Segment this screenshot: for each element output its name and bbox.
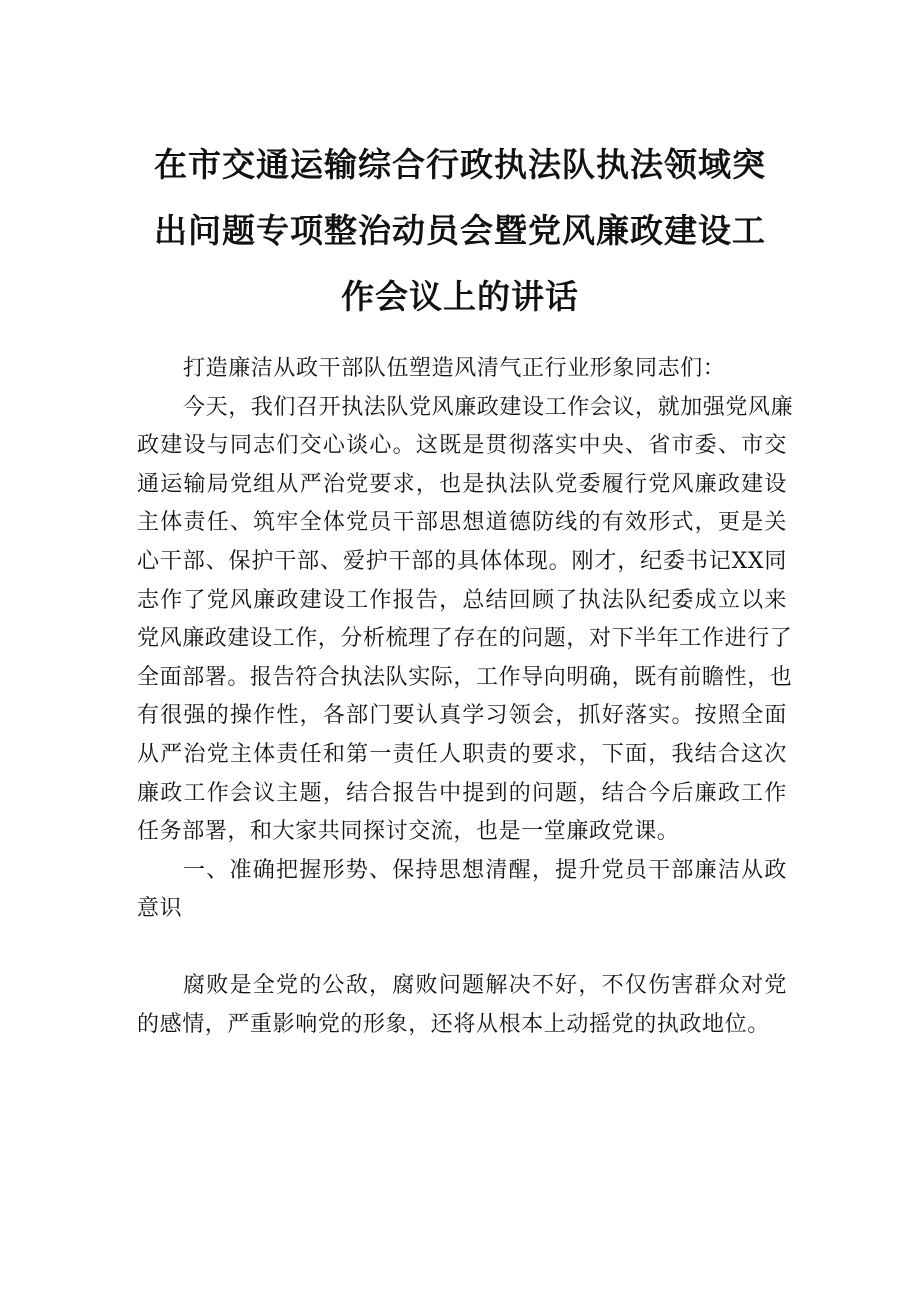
paragraph-line: 的感情，严重影响党的形象，还将从根本上动摇党的执政地位。 — [137, 1011, 770, 1037]
body-paragraph-1 — [137, 389, 794, 852]
heading-line: 意识 — [137, 896, 183, 922]
paragraph-line: 腐败是全党的公敌，腐败问题解决不好，不仅伤害群众对党 — [183, 972, 787, 998]
salutation-paragraph — [137, 350, 787, 389]
paragraph-line: 从严治党主体责任和第一责任人职责的要求，下面，我结合这次 — [137, 741, 787, 767]
paragraph-line: 廉政工作会议主题，结合报告中提到的问题，结合今后廉政工作 — [137, 780, 787, 806]
paragraph-line: 今天，我们召开执法队党风廉政建设工作会议，就加强党风廉 — [183, 394, 794, 420]
document-title — [130, 132, 790, 330]
paragraph-line: 心干部、保护干部、爱护干部的具体体现。刚才，纪委书记XX同 — [137, 548, 787, 574]
paragraph-line: 主体责任、筑牢全体党员干部思想道德防线的有效形式，更是关 — [137, 510, 787, 536]
document-body — [137, 350, 794, 1044]
title-line: 在市交通运输综合行政执法队执法领域突 — [154, 145, 766, 184]
salutation: 打造廉洁从政干部队伍塑造风清气正行业形象同志们： — [183, 356, 726, 381]
title-line: 出问题专项整治动员会暨党风廉政建设工 — [154, 211, 766, 250]
paragraph-line: 全面部署。报告符合执法队实际，工作导向明确，既有前瞻性，也 — [137, 664, 793, 690]
paragraph-line: 党风廉政建设工作，分析梳理了存在的问题，对下半年工作进行了 — [137, 626, 793, 652]
body-paragraph-2 — [137, 967, 787, 1044]
paragraph-line: 有很强的操作性，各部门要认真学习领会，抓好落实。按照全面 — [137, 703, 787, 729]
paragraph-spacer — [137, 929, 787, 967]
paragraph-line: 志作了党风廉政建设工作报告，总结回顾了执法队纪委成立以来 — [137, 587, 787, 613]
paragraph-line: 通运输局党组从严治党要求，也是执法队党委履行党风廉政建设 — [137, 471, 787, 497]
paragraph-line: 任务部署，和大家共同探讨交流，也是一堂廉政党课。 — [137, 819, 680, 845]
heading-line: 一、准确把握形势、保持思想清醒，提升党员干部廉洁从政 — [183, 857, 787, 883]
section-heading-1 — [137, 852, 787, 929]
paragraph-line: 政建设与同志们交心谈心。这既是贯彻落实中央、省市委、市交 — [137, 433, 787, 459]
title-line: 作会议上的讲话 — [341, 277, 579, 316]
